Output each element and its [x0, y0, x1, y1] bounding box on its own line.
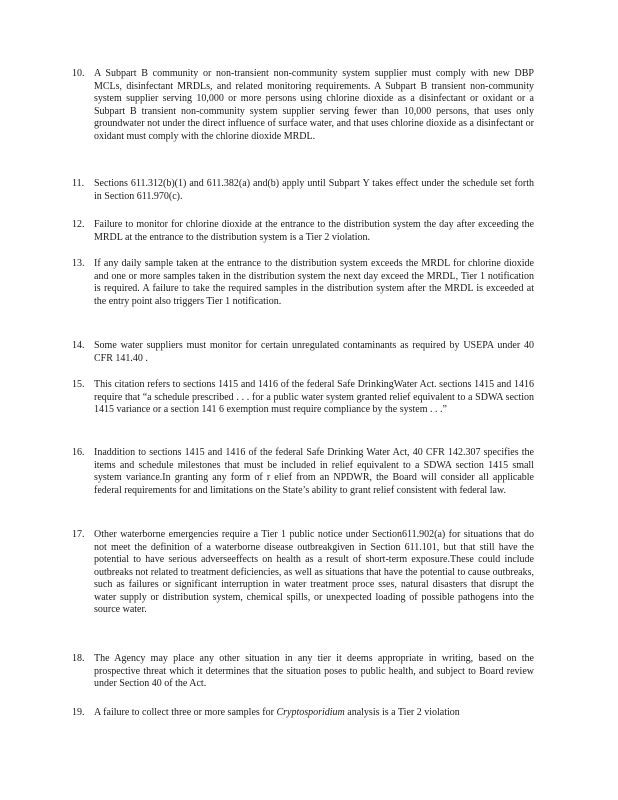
note-text: [94, 707, 534, 720]
note-text-part: A failure to collect three or more samples for: [94, 707, 277, 718]
note-number: 15.: [72, 379, 85, 390]
note-text-italic: Cryptosporidium: [276, 707, 345, 718]
note-number: 12.: [72, 219, 85, 230]
note-text: This citation refers to sections 1415 and 1416 of the federal Safe DrinkingWater Act. sections 1415 and 1416 require that “a schedule prescribed . . . for a public water system granted relief equivalent to a SDWA section 1415 variance or a section 141 6 exemption must require compliance by the system . . .”: [94, 379, 534, 415]
note-number: 19.: [72, 707, 85, 718]
note-number: 10.: [72, 68, 85, 79]
note-number: 18.: [72, 653, 85, 664]
note-number: 16.: [72, 447, 85, 458]
note-number: 14.: [72, 340, 85, 351]
note-text: Inaddition to sections 1415 and 1416 of the federal Safe Drinking Water Act, 40 CFR 142.307 specifies the items and schedule milestones that must be included in relief equivalent to a SDWA section 1415 small system variance.In granting any form of r elief from an NPDWR, the Board will consider all applicable federal requirements for and limitations on the State’s ability to grant relief consistent with federal law.: [94, 447, 534, 496]
note-text: Other waterborne emergencies require a Tier 1 public notice under Section611.902(a) for situations that do not meet the definition of a waterborne disease outbreakgiven in Section 611.101, but that still have the potential to have serious adverseeffects on health as a result of short-term exposure.These could include outbreaks not related to treatment deficiencies, as well as situations that have the potential to cause outbreaks, such as failures or significant interruption in water treatment proce sses, natural disasters that disrupt the water supply or distribution system, chemical spills, or unexpected loading of possible pathogens into the source water.: [94, 529, 534, 615]
note-text: A Subpart B community or non-transient non-community system supplier must comply with new DBP MCLs, disinfectant MRDLs, and related monitoring requirements. A Subpart B transient non-community system supplier serving 10,000 or more persons using chlorine dioxide as a disinfectant or oxidant or a Subpart B transient non-community system supplier serving fewer than 10,000 persons, that uses only groundwater not under the direct influence of surface water, and that uses chlorine dioxide as a disinfectant or oxidant must comply with the chlorine dioxide MRDL.: [94, 68, 534, 142]
note-text-part: analysis is a Tier 2 violation: [344, 707, 460, 718]
note-text: Failure to monitor for chlorine dioxide at the entrance to the distribution system the day after exceeding the MRDL at the entrance to the distribution system is a Tier 2 violation.: [94, 219, 534, 243]
note-text: The Agency may place any other situation in any tier it deems appropriate in writing, based on the prospective threat which it determines that the situation poses to public health, and subject to Board review under Section 40 of the Act.: [94, 653, 534, 689]
note-number: 11.: [72, 178, 85, 189]
note-number: 13.: [72, 258, 85, 269]
note-number: 17.: [72, 529, 85, 540]
note-text: Sections 611.312(b)(1) and 611.382(a) and(b) apply until Subpart Y takes effect under the schedule set forth in Section 611.970(c).: [94, 178, 534, 202]
note-text: If any daily sample taken at the entrance to the distribution system exceeds the MRDL for chlorine dioxide and one or more samples taken in the distribution system the next day exceed the MRDL, Tier 1 notification is required. A failure to take the required samples in the distribution system after the MRDL is exceeded at the entry point also triggers Tier 1 notification.: [94, 258, 534, 307]
note-text: Some water suppliers must monitor for certain unregulated contaminants as required by USEPA under 40 CFR 141.40 .: [94, 340, 534, 364]
